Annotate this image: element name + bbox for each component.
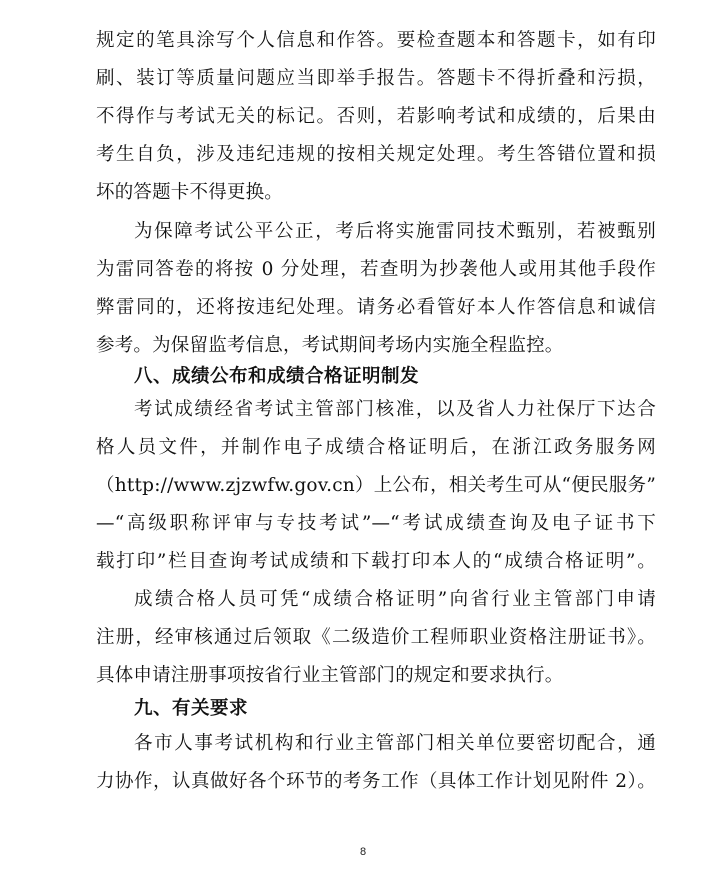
text-line: 规定的笔具涂写个人信息和作答。要检查题本和答题卡，如有印 — [96, 30, 656, 51]
text-line: 载打印”栏目查询考试成绩和下载打印本人的“成绩合格证明”。 — [96, 551, 656, 572]
text-line: 坏的答题卡不得更换。 — [96, 182, 284, 203]
section-heading-8: 八、成绩公布和成绩合格证明制发 — [134, 366, 420, 387]
paragraph-first-line: 考试成绩经省考试主管部门核准，以及省人力社保厅下达合 — [134, 399, 656, 420]
text-line: 力协作，认真做好各个环节的考务工作（具体工作计划见附件 2）。 — [96, 771, 656, 792]
text-line: 注册，经审核通过后领取《二级造价工程师职业资格注册证书》。 — [96, 627, 656, 648]
paragraph-first-line: 成绩合格人员可凭“成绩合格证明”向省行业主管部门申请 — [134, 589, 656, 610]
text-line: 弊雷同的，还将按违纪处理。请务必看管好本人作答信息和诚信 — [96, 297, 656, 318]
text-line: 考生自负，涉及违纪违规的按相关规定处理。考生答错位置和损 — [96, 144, 656, 165]
text-line: 不得作与考试无关的标记。否则，若影响考试和成绩的，后果由 — [96, 106, 656, 127]
section-heading-9: 九、有关要求 — [134, 698, 249, 719]
text-line: 为雷同答卷的将按 0 分处理，若查明为抄袭他人或用其他手段作 — [96, 259, 656, 280]
text-line-url: （http://www.zjzwfw.gov.cn）上公布，相关考生可从“便民服务” — [96, 475, 656, 496]
paragraph-first-line: 各市人事考试机构和行业主管部门相关单位要密切配合，通 — [134, 733, 656, 754]
text-line: 参考。为保留监考信息，考试期间考场内实施全程监控。 — [96, 335, 564, 356]
text-line: 刷、装订等质量问题应当即举手报告。答题卡不得折叠和污损， — [96, 68, 656, 89]
page-number: 8 — [359, 846, 367, 858]
text-line: 具体申请注册事项按省行业主管部门的规定和要求执行。 — [96, 665, 564, 686]
text-line: —“高级职称评审与专技考试”—“考试成绩查询及电子证书下 — [96, 513, 656, 534]
paragraph-first-line: 为保障考试公平公正，考后将实施雷同技术甄别，若被甄别 — [134, 221, 656, 242]
text-line: 格人员文件，并制作电子成绩合格证明后，在浙江政务服务网 — [96, 437, 656, 458]
